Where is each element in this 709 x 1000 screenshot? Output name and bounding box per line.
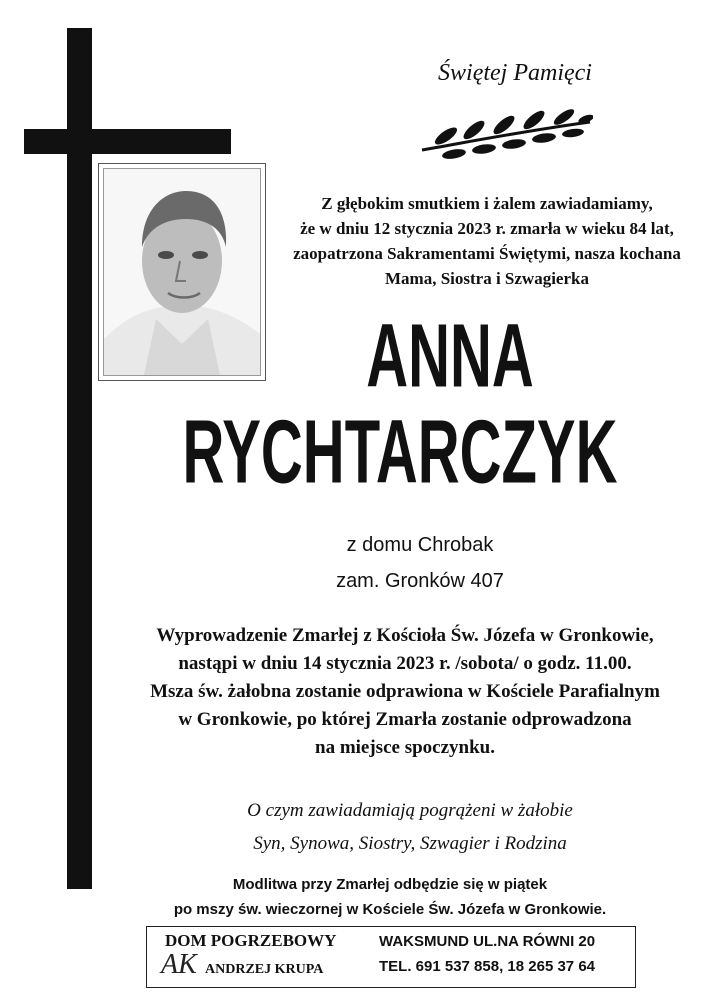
cross-vertical-beam [67, 28, 92, 889]
death-announcement [272, 191, 702, 291]
olive-branch-icon [418, 106, 593, 160]
ceremony-line: Msza św. żałobna zostanie odprawiona w Kościele Parafialnym [150, 681, 660, 702]
deceased-photo-frame [98, 163, 266, 381]
mourners-names: Syn, Synowa, Siostry, Szwagier i Rodzina [253, 833, 567, 854]
mourners-intro: O czym zawiadamiają pogrążeni w żałobie [247, 800, 573, 821]
ceremony-line: nastąpi w dniu 14 stycznia 2023 r. /sobota/ o godz. 11.00. [178, 653, 632, 674]
ceremony-line: na miejsce spoczynku. [315, 737, 495, 758]
intro-line: zaopatrzona Sakramentami Świętymi, nasza kochana [293, 244, 681, 263]
ceremony-line: Wyprowadzenie Zmarłej z Kościoła Św. Józefa w Gronkowie, [156, 625, 654, 646]
intro-line: Z głębokim smutkiem i żalem zawiadamiamy, [321, 194, 653, 213]
intro-line: Mama, Siostra i Szwagierka [385, 269, 589, 288]
deceased-last-name: RYCHTARCZYK [182, 401, 618, 503]
intro-line: że w dniu 12 stycznia 2023 r. zmarła w wieku 84 lat, [300, 219, 674, 238]
prayer-line: Modlitwa przy Zmarłej odbędzie się w piątek [232, 876, 548, 893]
deceased-first-name: ANNA [366, 305, 534, 407]
maiden-name: z domu Chrobak [346, 534, 494, 556]
funeral-home-name: DOM POGRZEBOWY [165, 931, 337, 950]
funeral-home-address: WAKSMUND UL.NA RÓWNI 20 [379, 933, 596, 950]
cross-horizontal-beam [24, 129, 231, 154]
funeral-home-owner: ANDRZEJ KRUPA [205, 962, 324, 977]
funeral-ceremony-details [110, 622, 700, 762]
prayer-line: po mszy św. wieczornej w Kościele Św. Józefa w Gronkowie. [173, 901, 607, 918]
mourners-section [160, 794, 660, 860]
deceased-portrait [103, 168, 261, 376]
funeral-home-phones: TEL. 691 537 858, 18 265 37 64 [379, 958, 595, 975]
prayer-notice [120, 872, 660, 922]
memorial-heading: Świętej Pamięci [438, 60, 592, 86]
residence-address: zam. Gronków 407 [336, 570, 504, 592]
ak-logo-icon: AK [161, 949, 197, 980]
portrait-image [104, 169, 260, 375]
ceremony-line: w Gronkowie, po której Zmarła zostanie odprowadzona [178, 709, 632, 730]
funeral-home-footer [146, 926, 636, 988]
